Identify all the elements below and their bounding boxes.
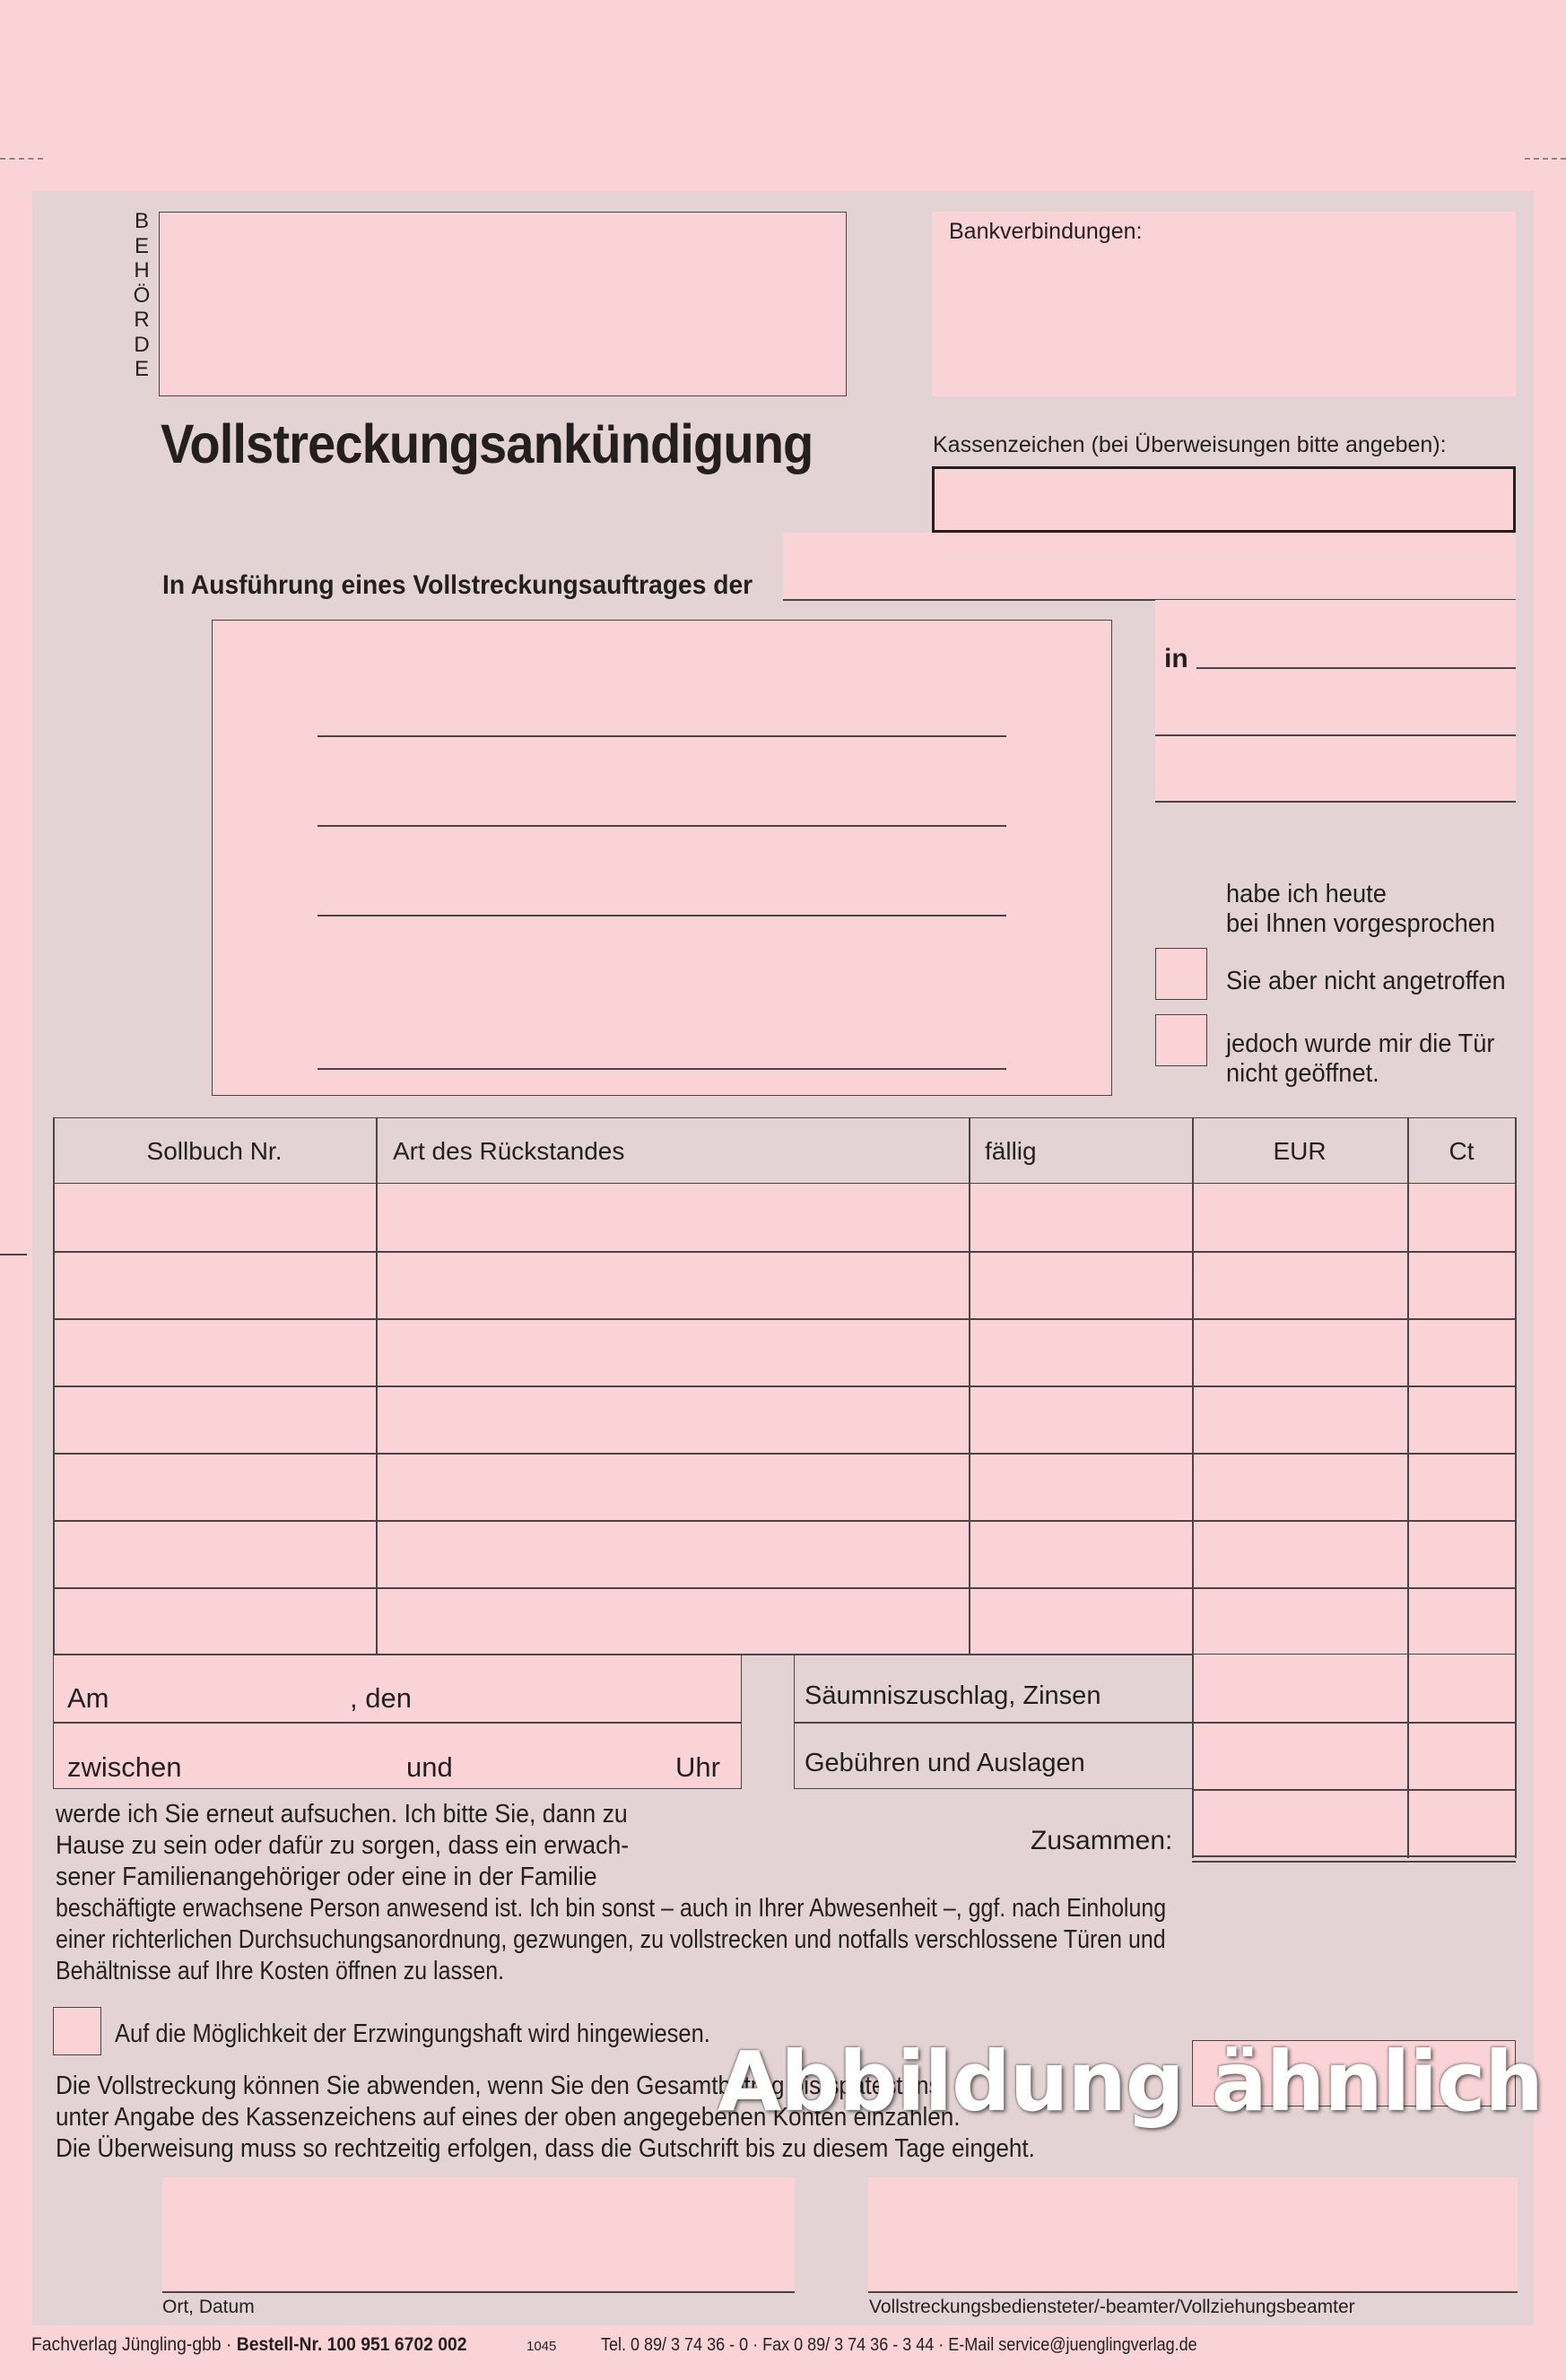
behoerde-letter: E xyxy=(134,357,149,381)
body-text-line: beschäftigte erwachsene Person anwesend ist. Ich bin sonst – auch in Ihrer Abwesenheit –, ggf. nach Einholung xyxy=(56,1894,1167,1923)
header-art: Art des Rückstandes xyxy=(393,1137,625,1165)
amount-row-line xyxy=(1192,1789,1516,1791)
footer-code: 1045 xyxy=(526,2339,557,2354)
total-label: Zusammen: xyxy=(1031,1826,1173,1855)
header-ct: Ct xyxy=(1449,1137,1475,1165)
footer-publisher xyxy=(31,2334,466,2356)
behoerde-letter: D xyxy=(134,332,150,357)
row-line xyxy=(53,1520,1516,1522)
amount-row-line xyxy=(1192,1722,1516,1724)
auftrag-intro: In Ausführung eines Vollstreckungsauftrages der xyxy=(162,570,753,600)
body-text-line: Behältnisse auf Ihre Kosten öffnen zu lassen. xyxy=(56,1957,505,1985)
total-underline-2 xyxy=(1192,1861,1516,1863)
kassenzeichen-field[interactable] xyxy=(932,466,1516,533)
ort-line-3 xyxy=(1155,801,1516,803)
address-line-1 xyxy=(318,735,1006,737)
surcharge-zinsen-label: Säumniszuschlag, Zinsen xyxy=(805,1681,1101,1710)
behoerde-letter: E xyxy=(134,233,149,258)
not-met-label: Sie aber nicht angetroffen xyxy=(1226,967,1506,995)
address-line-2 xyxy=(318,825,1006,827)
row-line xyxy=(53,1587,1516,1589)
uhr-label: Uhr xyxy=(675,1751,720,1783)
appointment-divider xyxy=(53,1722,742,1724)
cut-mark-left xyxy=(0,158,43,160)
address-line-3 xyxy=(318,915,1006,916)
not-met-checkbox[interactable] xyxy=(1155,948,1207,1000)
header-faellig: fällig xyxy=(985,1137,1037,1165)
ort-line-2 xyxy=(1155,734,1516,736)
surcharge-amounts[interactable] xyxy=(1193,1655,1516,1857)
claims-table-body[interactable] xyxy=(53,1184,1516,1654)
am-label: Am xyxy=(67,1682,109,1714)
door-not-opened-checkbox[interactable] xyxy=(1155,1014,1207,1066)
row-line xyxy=(53,1453,1516,1455)
surcharge-gebuehren-label: Gebühren und Auslagen xyxy=(805,1749,1085,1777)
behoerde-letter: B xyxy=(134,209,149,233)
total-underline-1 xyxy=(1192,1855,1516,1857)
ort-datum-line xyxy=(162,2291,795,2293)
erzwingungshaft-text: Auf die Möglichkeit der Erzwingungshaft wird hingewiesen. xyxy=(115,2020,710,2048)
abwenden-text-line: Die Überweisung muss so rechtzeitig erfolgen, dass die Gutschrift bis zu diesem Tage eingeht. xyxy=(56,2134,1035,2163)
surcharge-divider xyxy=(794,1722,1192,1724)
behoerde-letter: H xyxy=(134,258,150,282)
auftraggeber-field[interactable] xyxy=(783,533,1516,600)
und-label: und xyxy=(406,1751,453,1783)
amount-divider-ct xyxy=(1407,1655,1409,1857)
body-text-line: sener Familienangehöriger oder eine in der Familie xyxy=(56,1863,597,1891)
body-text-line: werde ich Sie erneut aufsuchen. Ich bitte Sie, dann zu xyxy=(56,1800,628,1828)
abwenden-text-line: unter Angabe des Kassenzeichens auf eines der oben angegebenen Konten einzahlen. xyxy=(56,2103,961,2132)
footer-publisher-name: Fachverlag Jüngling-gbb · xyxy=(31,2334,237,2355)
row-line xyxy=(53,1251,1516,1253)
cut-mark-right xyxy=(1525,158,1566,160)
header-eur: EUR xyxy=(1273,1137,1327,1165)
behoerde-letter: R xyxy=(134,308,150,332)
footer-order-number: Bestell-Nr. 100 951 6702 002 xyxy=(236,2334,467,2355)
body-text-line: Hause zu sein oder dafür zu sorgen, dass ein erwach- xyxy=(56,1831,630,1860)
zwischen-label: zwischen xyxy=(67,1751,182,1783)
amount-divider-eur xyxy=(1192,1655,1194,1857)
signature-field[interactable] xyxy=(868,2177,1518,2291)
in-label: in xyxy=(1164,644,1188,673)
footer-contact: Tel. 0 89/ 3 74 36 - 0 · Fax 0 89/ 3 74 36 - 3 44 · E-Mail service@juenglingverlag.de xyxy=(601,2335,1197,2355)
behoerde-field[interactable] xyxy=(159,212,847,396)
page-title: Vollstreckungsankündigung xyxy=(161,413,813,474)
ort-line-1 xyxy=(1196,667,1516,669)
door-not-opened-label-1: jedoch wurde mir die Tür xyxy=(1226,1029,1495,1058)
door-not-opened-label-2: nicht geöffnet. xyxy=(1226,1059,1379,1088)
signature-line xyxy=(868,2291,1518,2293)
visit-text-2: bei Ihnen vorgesprochen xyxy=(1226,909,1496,938)
ort-datum-label: Ort, Datum xyxy=(162,2297,255,2317)
ort-field[interactable] xyxy=(1155,600,1516,801)
behoerde-label xyxy=(133,209,151,382)
ort-datum-field[interactable] xyxy=(162,2177,795,2291)
kassenzeichen-label: Kassenzeichen (bei Überweisungen bitte angeben): xyxy=(933,432,1447,457)
row-line xyxy=(53,1318,1516,1320)
erzwingungshaft-checkbox[interactable] xyxy=(53,2007,101,2055)
amount-border-right xyxy=(1515,1655,1517,1857)
bankverbindungen-label: Bankverbindungen: xyxy=(949,219,1143,244)
schuldner-address-box[interactable] xyxy=(212,620,1112,1096)
den-label: , den xyxy=(350,1682,412,1714)
abwenden-text-line: Die Vollstreckung können Sie abwenden, wenn Sie den Gesamtbetrag bis spätestens xyxy=(56,2072,941,2100)
watermark: Abbildung ähnlich xyxy=(718,2034,1543,2130)
fold-mark xyxy=(0,1254,27,1255)
signature-label: Vollstreckungsbediensteter/-beamter/Vollziehungsbeamter xyxy=(869,2297,1355,2317)
row-line xyxy=(53,1385,1516,1387)
visit-text-1: habe ich heute xyxy=(1226,880,1387,908)
address-line-4 xyxy=(318,1068,1006,1070)
behoerde-letter: Ö xyxy=(133,282,151,308)
body-text-line: einer richterlichen Durchsuchungsanordnung, gezwungen, zu vollstrecken und notfalls verschlossene Türen und xyxy=(56,1925,1166,1954)
header-sollbuch: Sollbuch Nr. xyxy=(146,1137,283,1165)
